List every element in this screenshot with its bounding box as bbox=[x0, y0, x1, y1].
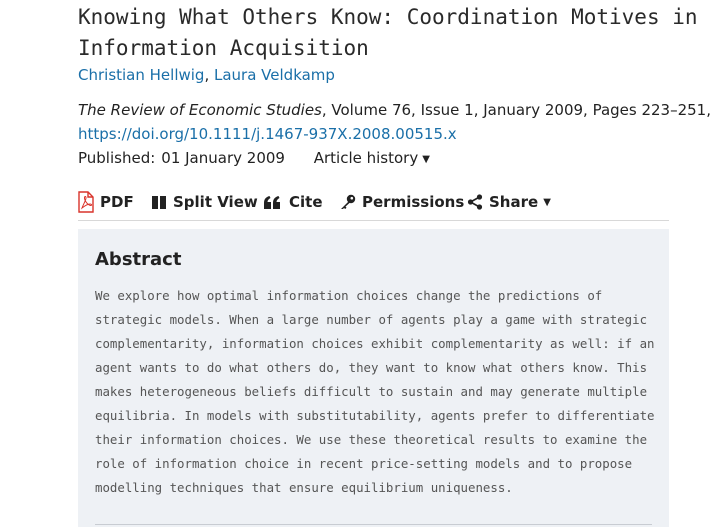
share-button[interactable] bbox=[467, 188, 551, 216]
key-icon bbox=[340, 194, 356, 210]
cite-button[interactable] bbox=[264, 188, 323, 216]
journal-name: The Review of Economic Studies bbox=[78, 101, 322, 119]
pdf-button[interactable] bbox=[78, 188, 134, 216]
pdf-label: PDF bbox=[100, 193, 134, 211]
permissions-label: Permissions bbox=[362, 193, 465, 211]
article-toolbar bbox=[78, 188, 669, 221]
doi-line bbox=[78, 122, 457, 146]
doi-link[interactable]: https://doi.org/10.1111/j.1467-937X.2008.00515.x bbox=[78, 125, 457, 143]
citation-details: , Volume 76, Issue 1, January 2009, Pages 223–251, bbox=[321, 101, 711, 119]
divider bbox=[95, 524, 652, 525]
chevron-down-icon: ▼ bbox=[543, 196, 551, 208]
abstract-heading: Abstract bbox=[95, 249, 182, 270]
author-separator: , bbox=[204, 66, 214, 84]
citation bbox=[78, 98, 711, 122]
published-label: Published: bbox=[78, 149, 156, 167]
article-history-label: Article history bbox=[313, 149, 419, 167]
abstract-section bbox=[78, 229, 669, 527]
share-label: Share bbox=[489, 193, 539, 211]
author-list bbox=[78, 64, 335, 86]
share-icon bbox=[467, 194, 483, 210]
cite-label: Cite bbox=[289, 193, 323, 211]
split-view-button[interactable] bbox=[152, 188, 258, 216]
split-view-icon bbox=[152, 196, 167, 209]
author-link[interactable]: Laura Veldkamp bbox=[214, 66, 335, 84]
published-date: 01 January 2009 bbox=[161, 149, 285, 167]
chevron-down-icon: ▼ bbox=[422, 154, 430, 165]
abstract-text: We explore how optimal information choices change the predictions of strategic models. When a large number of agents play a game with strategic complementarity, information choices exhibit complementarity as well: if an agent wants to do what others do, they want to know what others know. This makes heterogeneous beliefs difficult to sustain and may generate multiple equilibria. In models with substitutability, agents prefer to differentiate their information choices. We use these theoretical results to examine the role of information choice in recent price-setting models and to propose modelling techniques that ensure equilibrium uniqueness. bbox=[95, 288, 655, 495]
split-view-label: Split View bbox=[173, 193, 258, 211]
permissions-button[interactable] bbox=[340, 188, 464, 216]
published-line bbox=[78, 146, 430, 172]
pdf-icon bbox=[78, 191, 94, 213]
article-title: Knowing What Others Know: Coordination Motives in Information Acquisition bbox=[78, 5, 698, 60]
quote-icon bbox=[264, 196, 281, 209]
author-link[interactable]: Christian Hellwig bbox=[78, 66, 205, 84]
article-history-dropdown[interactable] bbox=[314, 149, 430, 167]
